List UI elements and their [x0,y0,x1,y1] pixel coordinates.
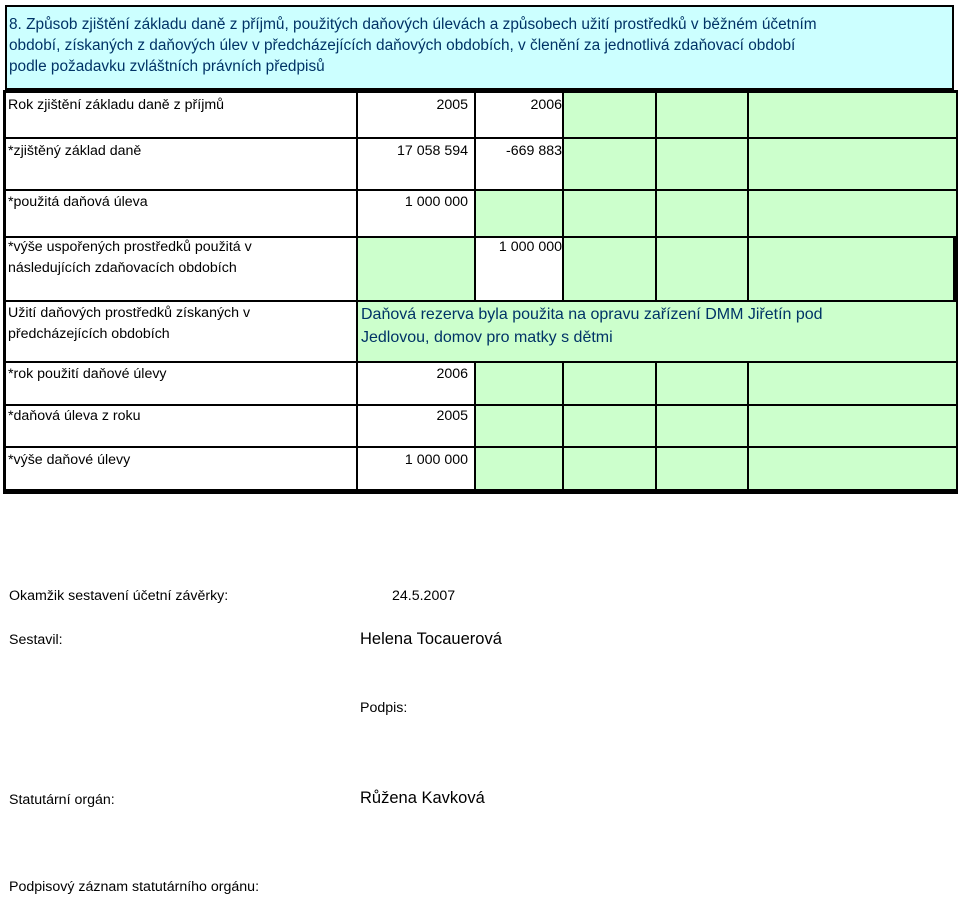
usage-text-line-2: Jedlovou, domov pro matky s dětmi [361,329,613,346]
empty-cell [564,406,657,448]
saved-label-line-1: *výše uspořených prostředků použitá v [8,239,252,255]
tax-table [3,90,958,494]
empty-cell [749,93,958,139]
empty-cell [657,363,749,406]
closing-date-value: 24.5.2007 [392,588,456,604]
base-2005: 17 058 594 [396,143,468,159]
relief-value: 1 000 000 [404,194,468,210]
empty-cell [657,238,749,302]
empty-cell [749,448,958,491]
section-title-line-2: období, získaných z daňových úlev v předcházejících daňových obdobích, v členění za jednotlivá zdaňovací období [9,37,796,54]
empty-cell [657,139,749,191]
usage-label-line-1: Užití daňových prostředků získaných v [8,305,251,321]
empty-cell [749,191,958,238]
empty-cell [476,191,564,238]
empty-cell [564,191,657,238]
empty-cell [657,406,749,448]
empty-cell [657,191,749,238]
statutory-signature-label: Podpisový záznam statutárního orgánu: [9,879,260,895]
relief-year-value: 2005 [436,408,468,424]
empty-cell [749,139,958,191]
empty-cell [476,448,564,491]
year-2006: 2006 [530,97,562,113]
saved-label-line-2: následujících zdaňovacích obdobích [8,260,237,276]
use-year-label: *rok použití daňové úlevy [8,366,167,382]
empty-cell [476,363,564,406]
statutory-label: Statutární orgán: [9,792,115,808]
relief-year-label: *daňová úleva z roku [8,408,141,424]
statutory-value: Růžena Kavková [360,789,485,807]
empty-cell [564,448,657,491]
usage-text-line-1: Daňová rezerva byla použita na opravu zařízení DMM Jiřetín pod [361,306,823,323]
base-2006: -669 883 [505,143,562,159]
usage-label-line-2: předcházejících obdobích [8,326,170,342]
relief-label: *použitá daňová úleva [8,194,148,210]
empty-cell [564,93,657,139]
empty-cell [476,406,564,448]
section-title-line-1: 8. Způsob zjištění základu daně z příjmů, použitých daňových úlevách a způsobech užití prostředků v běžném účetním [9,16,817,33]
year-2005: 2005 [436,97,468,113]
year-label: Rok zjištění základu daně z příjmů [8,97,225,113]
empty-cell [657,448,749,491]
relief-amount-value: 1 000 000 [404,452,468,468]
closing-date-label: Okamžik sestavení účetní závěrky: [9,588,229,604]
section-title [9,14,949,77]
empty-cell [749,406,958,448]
empty-cell [564,139,657,191]
relief-amount-label: *výše daňové úlevy [8,452,131,468]
section-title-line-3: podle požadavku zvláštních právních předpisů [9,58,325,75]
use-year-value: 2006 [436,366,468,382]
empty-cell [564,363,657,406]
prepared-by-label: Sestavil: [9,632,63,648]
empty-cell [749,238,955,302]
saved-value: 1 000 000 [498,239,562,255]
empty-cell [749,363,958,406]
base-label: *zjištěný základ daně [8,143,142,159]
empty-cell [358,238,476,302]
prepared-by-value: Helena Tocauerová [360,630,502,648]
empty-cell [657,93,749,139]
signature-label: Podpis: [360,700,408,716]
empty-cell [564,238,657,302]
